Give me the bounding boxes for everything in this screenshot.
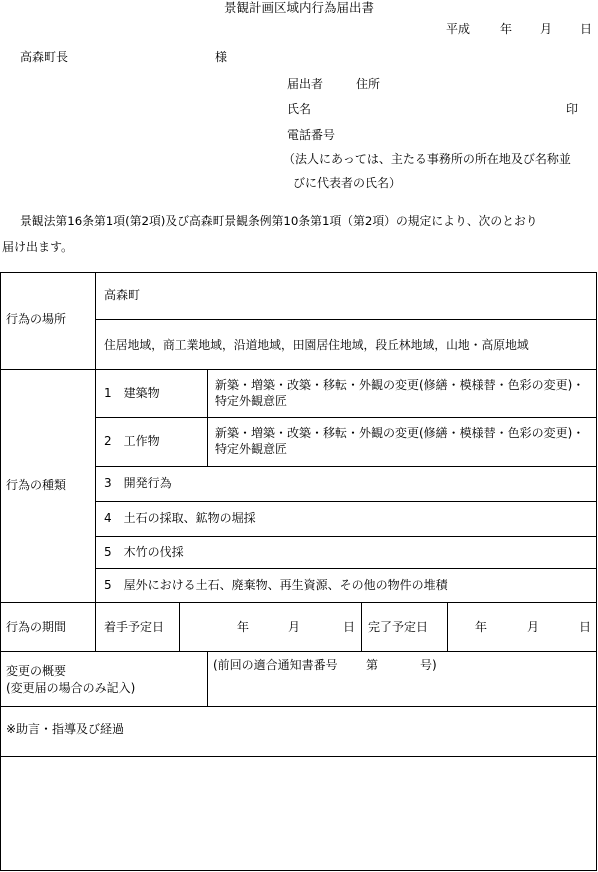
row-divider — [95, 536, 597, 537]
type-item-structure-detail: 新築・増築・改築・移転・外観の変更(修繕・模様替・色彩の変更)・特定外観意匠 — [215, 426, 585, 456]
type-label: 行為の種類 — [6, 478, 67, 492]
table-border-right — [596, 272, 597, 871]
type-item-earth-mining: 4 土石の採取、鉱物の堀採 — [104, 511, 256, 525]
period-end-year: 年 — [475, 620, 488, 634]
applicant-phone-label: 電話番号 — [287, 128, 336, 142]
column-divider — [95, 272, 96, 651]
type-item-logging: 5 木竹の伐採 — [104, 545, 184, 559]
row-divider — [95, 501, 597, 502]
change-label-note: (変更届の場合のみ記入) — [6, 681, 136, 695]
column-divider — [447, 602, 448, 651]
type-item-structure: 2 工作物 — [104, 434, 160, 448]
location-town: 高森町 — [104, 288, 141, 302]
change-label: 変更の概要 — [6, 664, 67, 678]
type-item-building-detail: 新築・増築・改築・移転・外観の変更(修繕・模様替・色彩の変更)・特定外観意匠 — [215, 378, 585, 408]
type-item-building: 1 建築物 — [104, 386, 160, 400]
column-divider — [207, 651, 208, 706]
type-item-development: 3 開発行為 — [104, 476, 172, 490]
date-era: 平成 — [446, 22, 471, 36]
table-border-bottom — [0, 870, 597, 871]
period-start-label: 着手予定日 — [104, 620, 165, 634]
addressee-honorific: 様 — [215, 50, 228, 64]
location-label: 行為の場所 — [6, 312, 67, 326]
addressee-name: 高森町長 — [20, 50, 69, 64]
column-divider — [361, 602, 362, 651]
applicant-address-label: 住所 — [356, 77, 381, 91]
row-divider — [95, 568, 597, 569]
period-start-year: 年 — [237, 620, 250, 634]
applicant-name-label: 氏名 — [287, 102, 312, 116]
period-end-month: 月 — [527, 620, 540, 634]
row-divider — [0, 602, 597, 603]
type-item-outdoor-storage: 5 屋外における土石、廃棄物、再生資源、その他の物件の堆積 — [104, 578, 448, 592]
period-label: 行為の期間 — [6, 620, 67, 634]
advice-label: ※助言・指導及び経過 — [6, 722, 125, 736]
column-divider — [179, 602, 180, 651]
period-end-day: 日 — [579, 620, 592, 634]
row-divider — [95, 466, 597, 467]
period-start-day: 日 — [343, 620, 356, 634]
row-divider — [0, 651, 597, 652]
date-day: 日 — [580, 22, 593, 36]
table-border-top — [0, 272, 597, 273]
period-start-month: 月 — [288, 620, 301, 634]
date-month: 月 — [540, 22, 553, 36]
row-divider — [95, 417, 597, 418]
applicant-note-line2: びに代表者の氏名） — [293, 176, 402, 190]
row-divider — [95, 319, 597, 320]
table-border-left — [0, 272, 1, 871]
notice-number-dai: 第 — [366, 658, 379, 672]
row-divider — [0, 756, 597, 757]
notification-table — [0, 272, 597, 871]
column-divider — [207, 369, 208, 466]
statement-line2: 届け出ます。 — [2, 240, 74, 254]
location-zones: 住居地域，商工業地域，沿道地域，田園居住地域，段丘林地域，山地・高原地域 — [104, 338, 529, 352]
applicant-label: 届出者 — [287, 77, 324, 91]
notice-number-go: 号) — [420, 658, 437, 672]
form-title: 景観計画区域内行為届出書 — [223, 0, 374, 15]
row-divider — [0, 706, 597, 707]
statement-line1: 景観法第16条第1項(第2項)及び高森町景観条例第10条第1項（第2項）の規定により、次のとおり — [20, 214, 538, 228]
applicant-note-line1: （法人にあっては、主たる事務所の所在地及び名称並 — [283, 152, 571, 166]
date-year: 年 — [500, 22, 513, 36]
row-divider — [0, 369, 597, 370]
notice-number-prefix: (前回の適合通知書番号 — [213, 658, 338, 672]
seal-mark: 印 — [566, 102, 579, 116]
period-end-label: 完了予定日 — [368, 620, 429, 634]
